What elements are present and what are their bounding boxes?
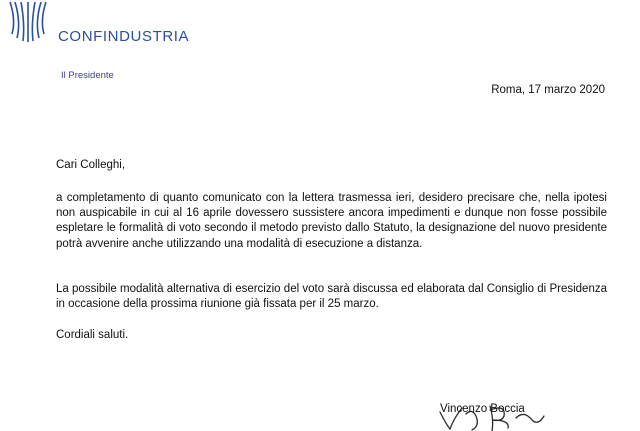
closing-line: Cordiali saluti. xyxy=(56,329,129,341)
salutation: Cari Colleghi, xyxy=(56,159,126,171)
body-paragraph: La possibile modalità alternativa di esercizio del voto sarà discussa ed elaborata dal Consiglio di Presidenza in occasione della prossima riunione già fissata per il 25 marzo. xyxy=(56,283,607,311)
signer-name: Vincenzo Boccia xyxy=(440,403,525,415)
sender-title: Il Presidente xyxy=(61,70,114,81)
letter-date: Roma, 17 marzo 2020 xyxy=(491,84,605,96)
brand-name: CONFINDUSTRIA xyxy=(58,28,190,45)
confindustria-logo-icon xyxy=(6,0,50,44)
body-paragraph: a completamento di quanto comunicato con la lettera trasmessa ieri, desidero precisare che, nella ipotesi non auspicabile in cui al 16 aprile dovessero sussistere ancora impedimenti e dunque non fosse possibile espletare le formalità di voto secondo il metodo previsto dallo Statuto, la designazione del nuovo presidente potrà avvenire anche utilizzando una modalità di esecuzione a distanza. xyxy=(56,192,607,250)
